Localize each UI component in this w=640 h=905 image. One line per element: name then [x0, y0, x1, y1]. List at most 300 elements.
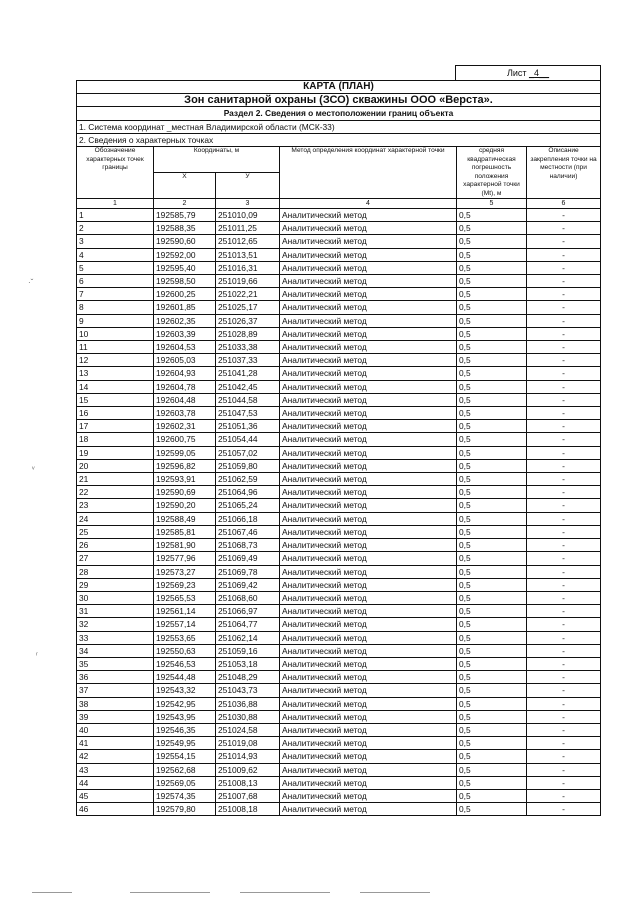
table-row: [77, 499, 601, 512]
accuracy-cell: 0,5: [457, 393, 527, 406]
table-row: [77, 301, 601, 314]
point-number: 17: [77, 420, 154, 433]
description-cell: -: [527, 354, 601, 367]
coord-x: 192542,95: [154, 697, 216, 710]
accuracy-cell: 0,5: [457, 459, 527, 472]
header-method: Метод определения координат характерной точки: [280, 147, 457, 199]
coord-y: 251013,51: [216, 248, 280, 261]
coord-x: 192590,69: [154, 486, 216, 499]
description-cell: -: [527, 539, 601, 552]
table-row: [77, 407, 601, 420]
method-cell: Аналитический метод: [280, 803, 457, 816]
point-number: 18: [77, 433, 154, 446]
coord-y: 251068,73: [216, 539, 280, 552]
coord-x: 192603,78: [154, 407, 216, 420]
description-cell: -: [527, 618, 601, 631]
description-cell: -: [527, 591, 601, 604]
scan-edge-line: [240, 892, 330, 893]
table-row: [77, 261, 601, 274]
coord-y: 251012,65: [216, 235, 280, 248]
method-cell: Аналитический метод: [280, 618, 457, 631]
coord-y: 251007,68: [216, 789, 280, 802]
point-number: 7: [77, 288, 154, 301]
table-row: [77, 288, 601, 301]
accuracy-cell: 0,5: [457, 314, 527, 327]
coord-x: 192569,05: [154, 776, 216, 789]
accuracy-cell: 0,5: [457, 763, 527, 776]
scan-edge-line: [360, 892, 430, 893]
header-accuracy: средняя квадратическая погрешность положения характерной точки (Mt), м: [457, 147, 527, 199]
method-cell: Аналитический метод: [280, 644, 457, 657]
method-cell: Аналитический метод: [280, 499, 457, 512]
coord-y: 251069,49: [216, 552, 280, 565]
coord-y: 251054,44: [216, 433, 280, 446]
coord-x: 192573,27: [154, 565, 216, 578]
table-row: [77, 380, 601, 393]
scan-edge-line: [32, 892, 72, 893]
coord-x: 192603,39: [154, 327, 216, 340]
coord-x: 192579,80: [154, 803, 216, 816]
coord-x: 192553,65: [154, 631, 216, 644]
table-row: [77, 697, 601, 710]
coord-x: 192562,68: [154, 763, 216, 776]
description-cell: -: [527, 420, 601, 433]
method-cell: Аналитический метод: [280, 433, 457, 446]
table-row: [77, 723, 601, 736]
coord-y: 251048,29: [216, 671, 280, 684]
coord-y: 251044,58: [216, 393, 280, 406]
method-cell: Аналитический метод: [280, 288, 457, 301]
point-number: 1: [77, 209, 154, 222]
accuracy-cell: 0,5: [457, 473, 527, 486]
method-cell: Аналитический метод: [280, 750, 457, 763]
table-row: [77, 618, 601, 631]
point-number: 9: [77, 314, 154, 327]
point-number: 26: [77, 539, 154, 552]
coord-x: 192550,63: [154, 644, 216, 657]
accuracy-cell: 0,5: [457, 657, 527, 670]
method-cell: Аналитический метод: [280, 657, 457, 670]
description-cell: -: [527, 367, 601, 380]
coord-x: 192604,78: [154, 380, 216, 393]
method-cell: Аналитический метод: [280, 631, 457, 644]
accuracy-cell: 0,5: [457, 407, 527, 420]
coord-x: 192546,35: [154, 723, 216, 736]
coord-y: 251068,60: [216, 591, 280, 604]
accuracy-cell: 0,5: [457, 750, 527, 763]
point-number: 19: [77, 446, 154, 459]
table-row: [77, 750, 601, 763]
header-description: Описание закрепления точки на местности (при наличии): [527, 147, 601, 199]
description-cell: -: [527, 261, 601, 274]
point-number: 41: [77, 737, 154, 750]
coord-y: 251064,77: [216, 618, 280, 631]
coord-y: 251059,80: [216, 459, 280, 472]
coord-x: 192574,35: [154, 789, 216, 802]
coord-y: 251016,31: [216, 261, 280, 274]
column-number: 4: [280, 199, 457, 209]
coord-x: 192604,48: [154, 393, 216, 406]
point-number: 11: [77, 341, 154, 354]
point-number: 25: [77, 525, 154, 538]
coord-x: 192588,35: [154, 222, 216, 235]
coord-x: 192600,25: [154, 288, 216, 301]
accuracy-cell: 0,5: [457, 737, 527, 750]
coord-x: 192596,82: [154, 459, 216, 472]
method-cell: Аналитический метод: [280, 341, 457, 354]
table-row: [77, 644, 601, 657]
coord-x: 192557,14: [154, 618, 216, 631]
description-cell: -: [527, 275, 601, 288]
method-cell: Аналитический метод: [280, 525, 457, 538]
description-cell: -: [527, 644, 601, 657]
coord-x: 192569,23: [154, 578, 216, 591]
accuracy-cell: 0,5: [457, 803, 527, 816]
coord-x: 192592,00: [154, 248, 216, 261]
method-cell: Аналитический метод: [280, 314, 457, 327]
coord-y: 251028,89: [216, 327, 280, 340]
table-row: [77, 525, 601, 538]
accuracy-cell: 0,5: [457, 433, 527, 446]
point-number: 3: [77, 235, 154, 248]
coord-x: 192577,96: [154, 552, 216, 565]
coord-x: 192595,40: [154, 261, 216, 274]
table-row: [77, 275, 601, 288]
method-cell: Аналитический метод: [280, 684, 457, 697]
sheet-label: Лист: [506, 68, 527, 78]
description-cell: -: [527, 446, 601, 459]
coord-x: 192600,75: [154, 433, 216, 446]
method-cell: Аналитический метод: [280, 222, 457, 235]
coord-x: 192605,03: [154, 354, 216, 367]
coord-x: 192604,53: [154, 341, 216, 354]
method-cell: Аналитический метод: [280, 235, 457, 248]
coord-y: 251026,37: [216, 314, 280, 327]
point-number: 12: [77, 354, 154, 367]
description-cell: -: [527, 789, 601, 802]
column-number: 2: [154, 199, 216, 209]
description-cell: -: [527, 710, 601, 723]
coord-y: 251047,53: [216, 407, 280, 420]
method-cell: Аналитический метод: [280, 420, 457, 433]
method-cell: Аналитический метод: [280, 605, 457, 618]
column-number: 6: [527, 199, 601, 209]
accuracy-cell: 0,5: [457, 420, 527, 433]
table-row: [77, 446, 601, 459]
coord-y: 251022,21: [216, 288, 280, 301]
point-number: 29: [77, 578, 154, 591]
coord-y: 251024,58: [216, 723, 280, 736]
table-row: [77, 591, 601, 604]
accuracy-cell: 0,5: [457, 367, 527, 380]
point-number: 24: [77, 512, 154, 525]
accuracy-cell: 0,5: [457, 644, 527, 657]
description-cell: -: [527, 235, 601, 248]
coord-y: 251069,78: [216, 565, 280, 578]
method-cell: Аналитический метод: [280, 710, 457, 723]
description-cell: -: [527, 486, 601, 499]
description-cell: -: [527, 763, 601, 776]
coord-y: 251043,73: [216, 684, 280, 697]
method-cell: Аналитический метод: [280, 459, 457, 472]
description-cell: -: [527, 512, 601, 525]
description-cell: -: [527, 248, 601, 261]
description-cell: -: [527, 327, 601, 340]
description-cell: -: [527, 657, 601, 670]
table-row: [77, 605, 601, 618]
point-number: 20: [77, 459, 154, 472]
method-cell: Аналитический метод: [280, 723, 457, 736]
coord-x: 192549,95: [154, 737, 216, 750]
description-cell: -: [527, 605, 601, 618]
description-cell: -: [527, 737, 601, 750]
coord-y: 251065,24: [216, 499, 280, 512]
coord-x: 192602,31: [154, 420, 216, 433]
point-number: 43: [77, 763, 154, 776]
column-number: 1: [77, 199, 154, 209]
method-cell: Аналитический метод: [280, 248, 457, 261]
accuracy-cell: 0,5: [457, 605, 527, 618]
coord-x: 192585,79: [154, 209, 216, 222]
coord-x: 192554,15: [154, 750, 216, 763]
coord-x: 192604,93: [154, 367, 216, 380]
coord-y: 251053,18: [216, 657, 280, 670]
document-page: Лист _4__ КАРТА (ПЛАН) Зон санитарной охраны (ЗСО) скважины ООО «Верста». Раздел 2. Сведения о местоположении границ объекта 1. Система координат _местная Владимирской области (МСК-33) 2. Сведения о характерных точках Обозначение характерных точек границы Координаты, м Метод определения координат характерной точки средняя квадратическая погрешность положения характерной точки (Mt), м Описание закрепления точки на местности (при наличии) Х У 1 2 3 4 5 6 1 192585,79 251010,09 Аналитический метод 0,5 - 2 192588,35 251011,25 Аналитический метод 0,5 - 3 192590,60 251012,65 Аналитический метод 0,5 - 4 192592,00 251013,51 Аналитический метод 0,5 - 5 192595,40 251016,31 Аналитический метод 0,5 - 6 192598,50 251019,66 Аналитический метод 0,5 - 7 192600,25 251022,21 Аналитический метод 0,5 - 8 192601,85 251025,17 Аналитический метод 0,5 - 9 192602,35 251026,37 Аналитический метод 0,5 - 10 192603,39 251028,89 Аналитический метод 0,5 - 11 192604,53 251033,38 Аналитический метод 0,5 - 12 192605,03 251037,33 Аналитический метод 0,5 - 13 192604,93 251041,28 Аналитический метод 0,5 - 14 192604,78 251042,45 Аналитический метод 0,5 - 15 192604,48 251044,58 Аналитический метод 0,5 - 16 192603,78 251047,53 Аналитический метод 0,5 - 17 192602,31 251051,36 Аналитический метод 0,5 - 18 192600,75 251054,44 Аналитический метод 0,5 - 19 192599,05 251057,02 Аналитический метод 0,5 - 20 192596,82 251059,80 Аналитический метод 0,5 - 21 192593,91 251062,59 Аналитический метод 0,5 - 22 192590,69 251064,96 Аналитический метод 0,5 - 23 192590,20 251065,24 Аналитический метод 0,5 - 24 192588,49 251066,18 Аналитический метод 0,5 - 25 192585,81 251067,46 Аналитический метод 0,5 - 26 192581,90 251068,73 Аналитический метод 0,5 - 27 192577,96 251069,49 Аналитический метод 0,5 - 28 192573,27 251069,78 Аналитический метод 0,5 - 29 192569,23 251069,42 Аналитический метод 0,5 - 30 192565,53 251068,60 Аналитический метод 0,5 - 31 192561,14 251066,97 Аналитический метод 0,5 - 32 192557,14 251064,77 Аналитический метод 0,5 - 33 192553,65 251062,14 Аналитический метод 0,5 - 34 192550,63 251059,16 Аналитический метод 0,5 - 35 192546,53 251053,18 Аналитический метод 0,5 - 36 192544,48 251048,29 Аналитический метод 0,5 - 37 192543,32 251043,73 Аналитический метод 0,5 - 38 192542,95 251036,88 Аналитический метод 0,5 - 39 192543,95 251030,88 Аналитический метод 0,5 - 40 192546,35 251024,58 Аналитический метод 0,5 - 41 192549,95 251019,08 Аналитический метод 0,5 - 42 192554,15 251014,93 Аналитический метод 0,5 - 43 192562,68 251009,62 Аналитический метод 0,5 - 44 192569,05 251008,13 Аналитический метод 0,5 - 45 192574,35 251007,68 Аналитический метод 0,5 - 46 192579,80 251008,18 Аналитический метод 0,5 - ·ˇ ᵥ ᵣ: [0, 0, 640, 905]
coord-x: 192590,20: [154, 499, 216, 512]
coord-y: 251057,02: [216, 446, 280, 459]
table-row: [77, 248, 601, 261]
map-title: КАРТА (ПЛАН): [77, 81, 601, 94]
header-designation: Обозначение характерных точек границы: [77, 147, 154, 199]
description-cell: -: [527, 565, 601, 578]
method-cell: Аналитический метод: [280, 327, 457, 340]
coord-y: 251059,16: [216, 644, 280, 657]
method-cell: Аналитический метод: [280, 354, 457, 367]
sheet-number-box: [455, 65, 601, 81]
point-number: 39: [77, 710, 154, 723]
table-row: [77, 433, 601, 446]
accuracy-cell: 0,5: [457, 275, 527, 288]
point-number: 30: [77, 591, 154, 604]
table-row: [77, 327, 601, 340]
coord-y: 251067,46: [216, 525, 280, 538]
point-number: 45: [77, 789, 154, 802]
accuracy-cell: 0,5: [457, 539, 527, 552]
method-cell: Аналитический метод: [280, 776, 457, 789]
accuracy-cell: 0,5: [457, 380, 527, 393]
header-x: Х: [154, 173, 216, 199]
method-cell: Аналитический метод: [280, 512, 457, 525]
method-cell: Аналитический метод: [280, 209, 457, 222]
point-number: 37: [77, 684, 154, 697]
coord-x: 192590,60: [154, 235, 216, 248]
description-cell: -: [527, 407, 601, 420]
point-number: 23: [77, 499, 154, 512]
method-cell: Аналитический метод: [280, 697, 457, 710]
point-number: 16: [77, 407, 154, 420]
method-cell: Аналитический метод: [280, 393, 457, 406]
method-cell: Аналитический метод: [280, 261, 457, 274]
table-row: [77, 486, 601, 499]
point-number: 42: [77, 750, 154, 763]
method-cell: Аналитический метод: [280, 671, 457, 684]
coord-y: 251019,08: [216, 737, 280, 750]
method-cell: Аналитический метод: [280, 763, 457, 776]
method-cell: Аналитический метод: [280, 486, 457, 499]
table-row: [77, 209, 601, 222]
description-cell: -: [527, 750, 601, 763]
header-coordinates: Координаты, м: [154, 147, 280, 173]
coord-x: 192565,53: [154, 591, 216, 604]
point-number: 15: [77, 393, 154, 406]
accuracy-cell: 0,5: [457, 697, 527, 710]
coord-x: 192546,53: [154, 657, 216, 670]
point-number: 10: [77, 327, 154, 340]
method-cell: Аналитический метод: [280, 789, 457, 802]
coord-y: 251008,18: [216, 803, 280, 816]
accuracy-cell: 0,5: [457, 327, 527, 340]
accuracy-cell: 0,5: [457, 248, 527, 261]
table-row: [77, 803, 601, 816]
table-row: [77, 420, 601, 433]
coord-y: 251066,97: [216, 605, 280, 618]
description-cell: -: [527, 697, 601, 710]
table-row: [77, 737, 601, 750]
table-row: [77, 393, 601, 406]
point-number: 38: [77, 697, 154, 710]
method-cell: Аналитический метод: [280, 407, 457, 420]
table-row: [77, 684, 601, 697]
coord-y: 251064,96: [216, 486, 280, 499]
point-number: 34: [77, 644, 154, 657]
coord-y: 251036,88: [216, 697, 280, 710]
accuracy-cell: 0,5: [457, 288, 527, 301]
header-y: У: [216, 173, 280, 199]
accuracy-cell: 0,5: [457, 341, 527, 354]
table-row: [77, 512, 601, 525]
coord-y: 251037,33: [216, 354, 280, 367]
method-cell: Аналитический метод: [280, 367, 457, 380]
coord-x: 192544,48: [154, 671, 216, 684]
method-cell: Аналитический метод: [280, 552, 457, 565]
accuracy-cell: 0,5: [457, 710, 527, 723]
accuracy-cell: 0,5: [457, 776, 527, 789]
coord-x: 192585,81: [154, 525, 216, 538]
column-number: 3: [216, 199, 280, 209]
description-cell: -: [527, 684, 601, 697]
section-title: Раздел 2. Сведения о местоположении границ объекта: [77, 107, 601, 120]
accuracy-cell: 0,5: [457, 446, 527, 459]
description-cell: -: [527, 723, 601, 736]
coord-y: 251014,93: [216, 750, 280, 763]
point-number: 35: [77, 657, 154, 670]
table-row: [77, 539, 601, 552]
coord-y: 251033,38: [216, 341, 280, 354]
coord-y: 251009,62: [216, 763, 280, 776]
coord-y: 251051,36: [216, 420, 280, 433]
point-number: 46: [77, 803, 154, 816]
point-number: 32: [77, 618, 154, 631]
coord-y: 251041,28: [216, 367, 280, 380]
point-number: 21: [77, 473, 154, 486]
description-cell: -: [527, 631, 601, 644]
point-number: 14: [77, 380, 154, 393]
point-number: 8: [77, 301, 154, 314]
coord-x: 192543,95: [154, 710, 216, 723]
accuracy-cell: 0,5: [457, 301, 527, 314]
point-number: 4: [77, 248, 154, 261]
method-cell: Аналитический метод: [280, 737, 457, 750]
method-cell: Аналитический метод: [280, 578, 457, 591]
sheet-number: _4__: [529, 68, 550, 78]
description-cell: -: [527, 803, 601, 816]
accuracy-cell: 0,5: [457, 591, 527, 604]
point-number: 28: [77, 565, 154, 578]
scan-edge-line: [130, 892, 210, 893]
point-number: 6: [77, 275, 154, 288]
coord-y: 251042,45: [216, 380, 280, 393]
table-row: [77, 631, 601, 644]
method-cell: Аналитический метод: [280, 591, 457, 604]
point-number: 31: [77, 605, 154, 618]
point-number: 22: [77, 486, 154, 499]
table-row: [77, 710, 601, 723]
accuracy-cell: 0,5: [457, 631, 527, 644]
description-cell: -: [527, 222, 601, 235]
column-number: 5: [457, 199, 527, 209]
accuracy-cell: 0,5: [457, 235, 527, 248]
accuracy-cell: 0,5: [457, 723, 527, 736]
coord-y: 251066,18: [216, 512, 280, 525]
accuracy-cell: 0,5: [457, 565, 527, 578]
point-number: 13: [77, 367, 154, 380]
method-cell: Аналитический метод: [280, 473, 457, 486]
table-row: [77, 578, 601, 591]
description-cell: -: [527, 341, 601, 354]
coord-y: 251011,25: [216, 222, 280, 235]
accuracy-cell: 0,5: [457, 578, 527, 591]
table-row: [77, 565, 601, 578]
accuracy-cell: 0,5: [457, 512, 527, 525]
accuracy-cell: 0,5: [457, 618, 527, 631]
description-cell: -: [527, 393, 601, 406]
coord-y: 251062,14: [216, 631, 280, 644]
description-cell: -: [527, 380, 601, 393]
coord-x: 192599,05: [154, 446, 216, 459]
table-row: [77, 354, 601, 367]
boundary-points-table: [76, 80, 601, 816]
table-row: [77, 235, 601, 248]
coord-x: 192543,32: [154, 684, 216, 697]
table-row: [77, 776, 601, 789]
description-cell: -: [527, 314, 601, 327]
method-cell: Аналитический метод: [280, 301, 457, 314]
accuracy-cell: 0,5: [457, 222, 527, 235]
method-cell: Аналитический метод: [280, 565, 457, 578]
point-number: 40: [77, 723, 154, 736]
point-number: 27: [77, 552, 154, 565]
accuracy-cell: 0,5: [457, 789, 527, 802]
coord-y: 251025,17: [216, 301, 280, 314]
accuracy-cell: 0,5: [457, 671, 527, 684]
description-cell: -: [527, 578, 601, 591]
description-cell: -: [527, 473, 601, 486]
coord-y: 251010,09: [216, 209, 280, 222]
table-row: [77, 473, 601, 486]
description-cell: -: [527, 525, 601, 538]
description-cell: -: [527, 209, 601, 222]
table-row: [77, 459, 601, 472]
